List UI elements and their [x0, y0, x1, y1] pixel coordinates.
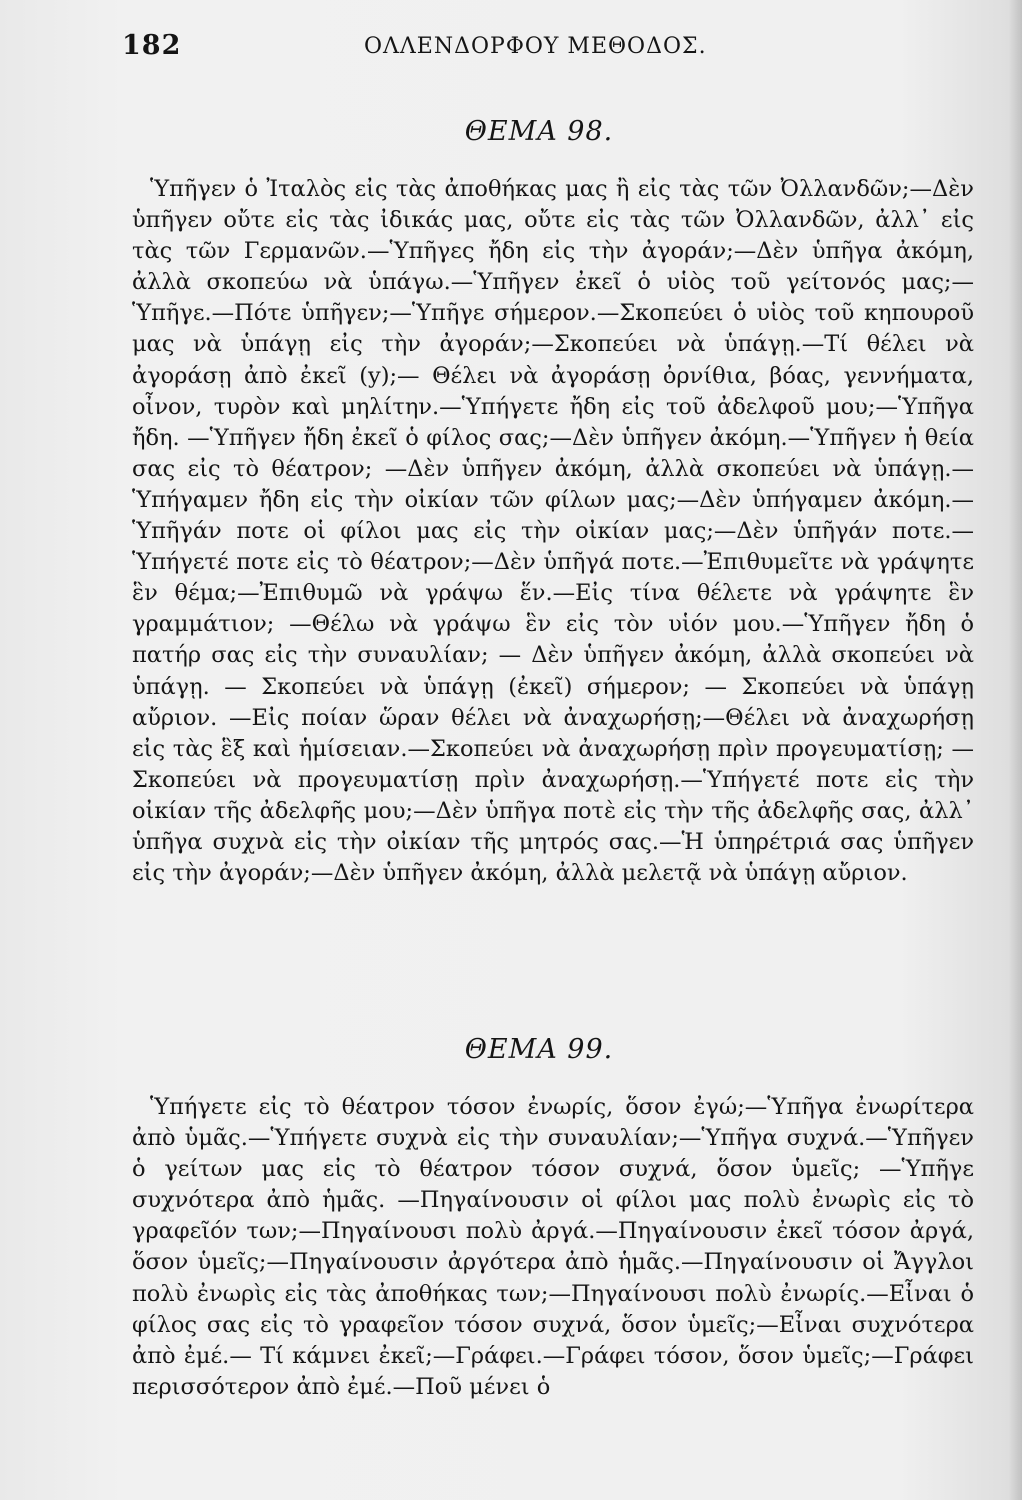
running-header: [122, 30, 982, 66]
exercise-text: Ὑπῆγεν ὁ Ἰταλὸς εἰς τὰς ἀποθήκας μας ἢ εἰς τὰς τῶν Ὀλλανδῶν;—Δὲν ὑπῆγεν οὔτε εἰς τὰς ἰδικάς μας, οὔτε εἰς τὰς τῶν Ὀλλανδῶν, ἀλλ᾽ εἰς τὰς τῶν Γερμανῶν.—Ὑπῆγες ἤδη εἰς τὴν ἀγοράν;—Δὲν ὑπῆγα ἀκόμη, ἀλλὰ σκοπεύω νὰ ὑπάγω.—Ὑπῆγεν ἐκεῖ ὁ υἱὸς τοῦ γείτονός μας;—Ὑπῆγε.—Πότε ὑπῆγεν;—Ὑπῆγε σήμερον.—Σκοπεύει ὁ υἱὸς τοῦ κηπουροῦ μας νὰ ὑπάγῃ εἰς τὴν ἀγοράν;—Σκοπεύει νὰ ὑπάγῃ.—Τί θέλει νὰ ἀγοράσῃ ἀπὸ ἐκεῖ (y);— Θέλει νὰ ἀγοράσῃ ὀρνίθια, βόας, γεννήματα, οἶνον, τυρὸν καὶ μηλίτην.—Ὑπήγετε ἤδη εἰς τοῦ ἀδελφοῦ μου;—Ὑπῆγα ἤδη. —Ὑπῆγεν ἤδη ἐκεῖ ὁ φίλος σας;—Δὲν ὑπῆγεν ἀκόμη.—Ὑπῆγεν ἡ θεία σας εἰς τὸ θέατρον; —Δὲν ὑπῆγεν ἀκόμη, ἀλλὰ σκοπεύει νὰ ὑπάγῃ.—Ὑπήγαμεν ἤδη εἰς τὴν οἰκίαν τῶν φίλων μας;—Δὲν ὑπήγαμεν ἀκόμη.—Ὑπῆγάν ποτε οἱ φίλοι μας εἰς τὴν οἰκίαν μας;—Δὲν ὑπῆγάν ποτε.—Ὑπήγετέ ποτε εἰς τὸ θέατρον;—Δὲν ὑπῆγά ποτε.—Ἐπιθυμεῖτε νὰ γράψητε ἓν θέμα;—Ἐπιθυμῶ νὰ γράψω ἕν.—Εἰς τίνα θέλετε νὰ γράψητε ἓν γραμμάτιον; —Θέλω νὰ γράψω ἓν εἰς τὸν υἱόν μου.—Ὑπῆγεν ἤδη ὁ πατήρ σας εἰς τὴν συναυλίαν; — Δὲν ὑπῆγεν ἀκόμη, ἀλλὰ σκοπεύει νὰ ὑπάγῃ. — Σκοπεύει νὰ ὑπάγῃ (ἐκεῖ) σήμερον; — Σκοπεύει νὰ ὑπάγῃ αὔριον. —Εἰς ποίαν ὥραν θέλει νὰ ἀναχωρήσῃ;—Θέλει νὰ ἀναχωρήσῃ εἰς τὰς ἓξ καὶ ἡμίσειαν.—Σκοπεύει νὰ ἀναχωρήσῃ πρὶν προγευματίσῃ; —Σκοπεύει νὰ προγευματίσῃ πρὶν ἀναχωρήσῃ.—Ὑπήγετέ ποτε εἰς τὴν οἰκίαν τῆς ἀδελφῆς μου;—Δὲν ὑπῆγα ποτὲ εἰς τὴν τῆς ἀδελφῆς σας, ἀλλ᾽ ὑπῆγα συχνὰ εἰς τὴν οἰκίαν τῆς μητρός σας.—Ἡ ὑπηρέτριά σας ὑπῆγεν εἰς τὴν ἀγοράν;—Δὲν ὑπῆγεν ἀκόμη, ἀλλὰ μελετᾷ νὰ ὑπάγῃ αὔριον.: [132, 176, 974, 887]
running-title: ΟΛΛΕΝΔΟΡΦΟΥ ΜΕΘΟΔΟΣ.: [364, 34, 707, 59]
page-edge-shadow: [1008, 0, 1022, 1500]
exercise-text: Ὑπήγετε εἰς τὸ θέατρον τόσον ἐνωρίς, ὅσον ἐγώ;—Ὑπῆγα ἐνωρίτερα ἀπὸ ὑμᾶς.—Ὑπήγετε συχνὰ εἰς τὴν συναυλίαν;—Ὑπῆγα συχνά.—Ὑπῆγεν ὁ γείτων μας εἰς τὸ θέατρον τόσον συχνά, ὅσον ὑμεῖς; —Ὑπῆγε συχνότερα ἀπὸ ἡμᾶς. —Πηγαίνουσιν οἱ φίλοι μας πολὺ ἐνωρὶς εἰς τὸ γραφεῖόν των;—Πηγαίνουσι πολὺ ἀργά.—Πηγαίνουσιν ἐκεῖ τόσον ἀργά, ὅσον ὑμεῖς;—Πηγαίνουσιν ἀργότερα ἀπὸ ἡμᾶς.—Πηγαίνουσιν οἱ Ἄγγλοι πολὺ ἐνωρὶς εἰς τὰς ἀποθήκας των;—Πηγαίνουσι πολὺ ἐνωρίς.—Εἶναι ὁ φίλος σας εἰς τὸ γραφεῖον τόσον συχνά, ὅσον ὑμεῖς;—Εἶναι συχνότερα ἀπὸ ἐμέ.— Τί κάμνει ἐκεῖ;—Γράφει.—Γράφει τόσον, ὅσον ὑμεῖς;—Γράφει περισσότερον ἀπὸ ἐμέ.—Ποῦ μένει ὁ: [132, 1094, 974, 1400]
exercise-99: [132, 1030, 974, 1403]
exercise-98: [132, 112, 974, 889]
page-number: 182: [122, 30, 182, 61]
exercise-heading: ΘΕΜΑ 99.: [464, 1034, 614, 1065]
exercise-heading: ΘΕΜΑ 98.: [464, 116, 614, 147]
